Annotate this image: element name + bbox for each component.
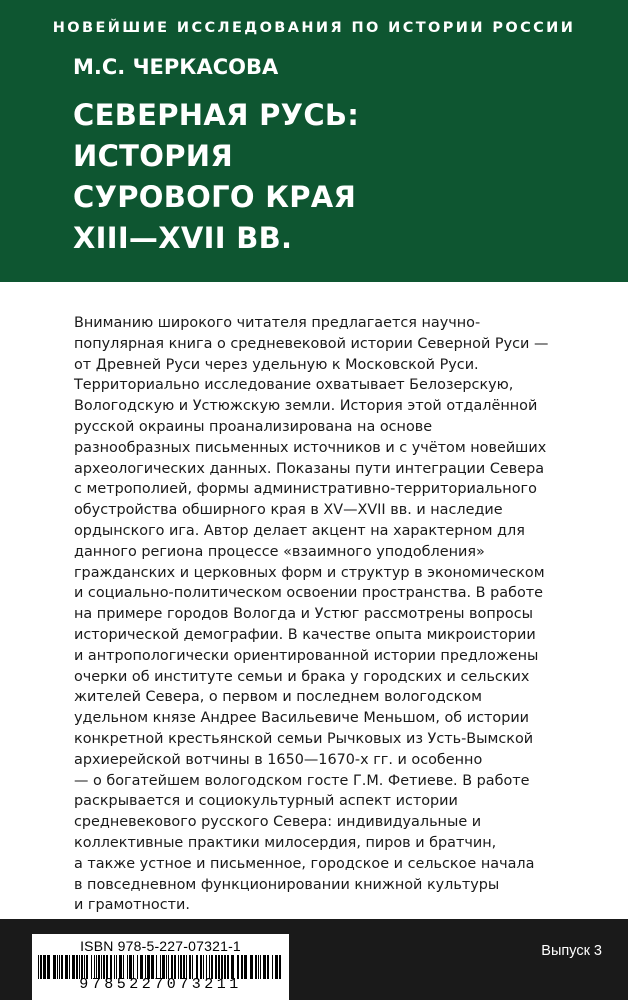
annotation-line: обустройства обширного края в XV—XVII вв. и наследие [74, 502, 503, 519]
book-annotation [74, 313, 574, 916]
annotation-line: от Древней Руси через удельную к Московской Руси. [74, 356, 479, 373]
annotation-line: архиерейской вотчины в 1650—1670-х гг. и особенно [74, 751, 483, 768]
annotation-line: в повседневном функционировании книжной культуры [74, 876, 500, 893]
book-title [73, 95, 359, 259]
annotation-line: раскрывается и социокультурный аспект истории [74, 793, 458, 810]
title-line: XIII—XVII ВВ. [73, 221, 293, 255]
cover-header [0, 0, 628, 282]
isbn-number: ISBN 978-5-227-07321-1 [80, 938, 241, 954]
barcode-block [32, 934, 289, 1000]
title-line: ИСТОРИЯ [73, 139, 233, 173]
title-line: СУРОВОГО КРАЯ [73, 180, 357, 214]
annotation-line: археологических данных. Показаны пути интеграции Севера [74, 460, 545, 477]
annotation-line: и антропологически ориентированной истории предложены [74, 647, 539, 664]
annotation-line: конкретной крестьянской семьи Рычковых из Усть-Вымской [74, 730, 534, 747]
annotation-line: средневекового русского Севера: индивидуальные и [74, 814, 482, 831]
annotation-line: коллективные практики милосердия, пиров и братчин, [74, 834, 497, 851]
barcode-digits: 9785227073211 [79, 976, 242, 993]
annotation-line: — о богатейшем вологодском госте Г.М. Фетиеве. В работе [74, 772, 530, 789]
annotation-line: русской окраины проанализирована на основе [74, 418, 433, 435]
annotation-line: данного региона процессе «взаимного уподобления» [74, 543, 485, 560]
annotation-line: на примере городов Вологда и Устюг рассмотрены вопросы [74, 606, 533, 623]
cover-footer [0, 919, 628, 1000]
annotation-line: удельном князе Андрее Васильевиче Меньшом, об истории [74, 710, 530, 727]
annotation-line: и социально-политическом освоении пространства. В работе [74, 585, 543, 602]
author-name: М.С. ЧЕРКАСОВА [73, 55, 279, 79]
annotation-line: и грамотности. [74, 897, 190, 914]
annotation-line: а также устное и письменное, городское и сельское начала [74, 855, 535, 872]
annotation-line: ордынского ига. Автор делает акцент на характерном для [74, 522, 525, 539]
annotation-line: жителей Севера, о первом и последнем вологодском [74, 689, 482, 706]
annotation-line: гражданских и церковных форм и структур в экономическом [74, 564, 545, 581]
annotation-line: Вниманию широкого читателя предлагается научно- [74, 315, 481, 331]
annotation-line: популярная книга о средневековой истории Северной Руси — [74, 335, 549, 352]
annotation-line: с метрополией, формы административно-территориального [74, 481, 537, 498]
annotation-line: Территориально исследование охватывает Белозерскую, [74, 377, 514, 394]
series-title: НОВЕЙШИЕ ИССЛЕДОВАНИЯ ПО ИСТОРИИ РОССИИ [52, 20, 576, 36]
annotation-line: исторической демографии. В качестве опыта микроистории [74, 626, 536, 643]
issue-number: Выпуск 3 [541, 943, 602, 959]
title-line: СЕВЕРНАЯ РУСЬ: [73, 98, 360, 132]
annotation-line: разнообразных письменных источников и с учётом новейших [74, 439, 547, 456]
annotation-line: очерки об институте семьи и брака у городских и сельских [74, 668, 530, 685]
annotation-line: Вологодскую и Устюжскую земли. История этой отдалённой [74, 398, 538, 415]
